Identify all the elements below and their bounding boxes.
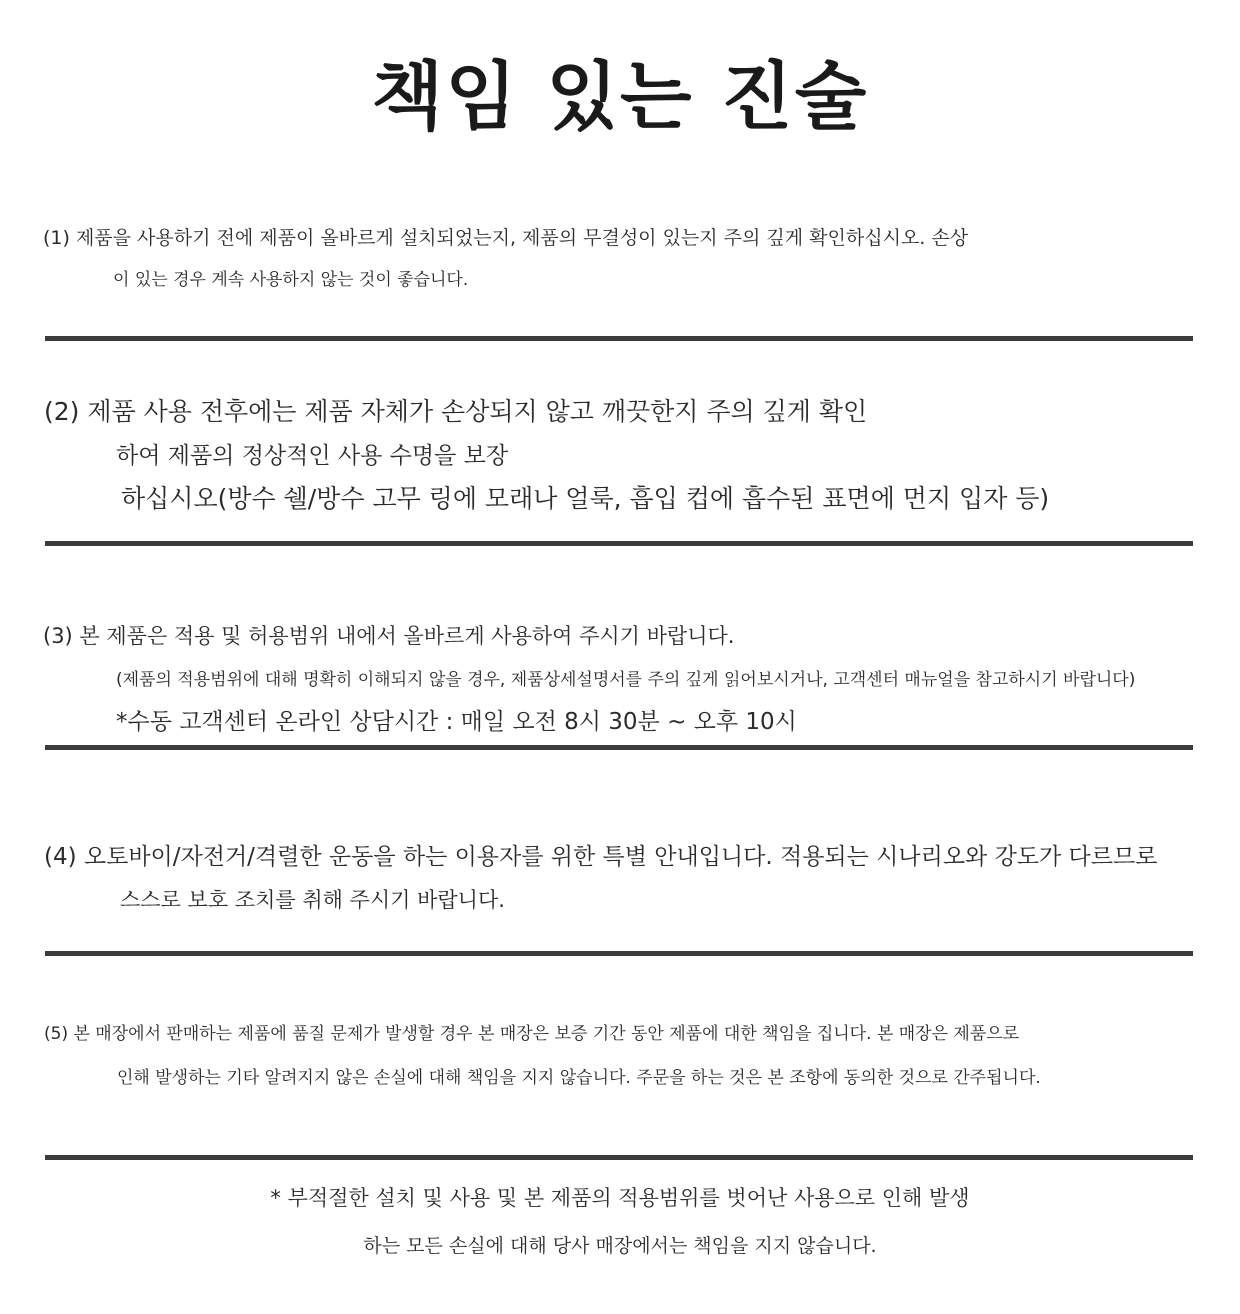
statement-5-line-1: (5) 본 매장에서 판매하는 제품에 품질 문제가 발생할 경우 본 매장은 보증 기간 동안 제품에 대한 책임을 집니다. 본 매장은 제품으로 [44,1024,1020,1044]
statement-4-line-2: 스스로 보호 조치를 취해 주시기 바랍니다. [120,888,505,912]
section-divider [45,951,1193,956]
statement-5-line-2: 인해 발생하는 기타 알려지지 않은 손실에 대해 책임을 지지 않습니다. 주문을 하는 것은 본 조항에 동의한 것으로 간주됩니다. [117,1068,1041,1088]
statement-2-line-3: 하십시오(방수 쉘/방수 고무 링에 모래나 얼룩, 흡입 컵에 흡수된 표면에 먼지 입자 등) [121,484,1050,513]
statement-3-line-1: (3) 본 제품은 적용 및 허용범위 내에서 올바르게 사용하여 주시기 바랍니다. [43,624,735,648]
section-divider [45,336,1193,341]
statement-1-line-2: 이 있는 경우 계속 사용하지 않는 것이 좋습니다. [113,270,469,290]
page-title: 책임 있는 진술 [371,54,869,140]
statement-1-line-1: (1) 제품을 사용하기 전에 제품이 올바르게 설치되었는지, 제품의 무결성이 있는지 주의 깊게 확인하십시오. 손상 [43,227,969,249]
disclaimer-line-1: * 부적절한 설치 및 사용 및 본 제품의 적용범위를 벗어난 사용으로 인해 발생 [270,1186,970,1210]
statement-3-line-2: (제품의 적용범위에 대해 명확히 이해되지 않을 경우, 제품상세설명서를 주의 깊게 읽어보시거나, 고객센터 매뉴얼을 참고하시기 바랍니다) [116,670,1136,690]
disclaimer-line-2: 하는 모든 손실에 대해 당사 매장에서는 책임을 지지 않습니다. [363,1235,877,1257]
statement-2-line-2: 하여 제품의 정상적인 사용 수명을 보장 [116,443,509,469]
statement-3-line-3: *수동 고객센터 온라인 상담시간 : 매일 오전 8시 30분 ~ 오후 10시 [116,709,797,735]
section-divider [45,745,1193,750]
section-divider [45,1155,1193,1160]
statement-2-line-1: (2) 제품 사용 전후에는 제품 자체가 손상되지 않고 깨끗한지 주의 깊게 확인 [44,397,868,426]
statement-4-line-1: (4) 오토바이/자전거/격렬한 운동을 하는 이용자를 위한 특별 안내입니다. 적용되는 시나리오와 강도가 다르므로 [44,844,1158,870]
section-divider [45,541,1193,546]
